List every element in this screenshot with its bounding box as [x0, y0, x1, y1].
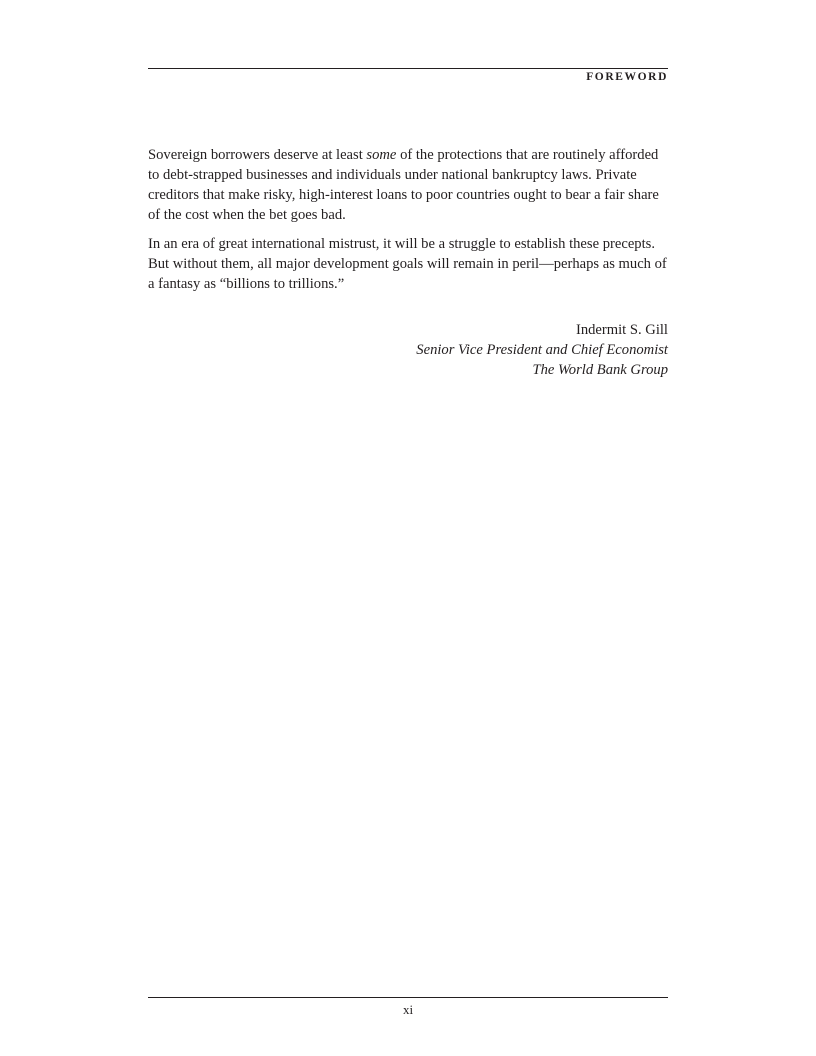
paragraph-1: [148, 145, 668, 225]
foreword-body: [148, 145, 668, 303]
paragraph-1-start: Sovereign borrowers deserve at least: [148, 147, 367, 163]
paragraph-1-end: of the protections that are routinely afforded to debt-strapped businesses and individuals under national bankruptcy laws. Private creditors that make risky, high-interest loans to poor countries ought to bear a fair share of the cost when the bet goes bad.: [148, 147, 659, 223]
paragraph-2: In an era of great international mistrust, it will be a struggle to establish these precepts. But without them, all major development goals will remain in peril—perhaps as much of a fantasy as “billions to trillions.”: [148, 236, 667, 292]
footer-rule: [148, 997, 668, 998]
signatory-name: Indermit S. Gill: [575, 322, 668, 338]
page-number: xi: [402, 1002, 414, 1017]
signatory-title: Senior Vice President and Chief Economist: [416, 342, 668, 358]
paragraph-1-emphasis: some: [366, 147, 397, 163]
signature-block: [416, 320, 668, 380]
signatory-organization: The World Bank Group: [532, 362, 668, 378]
running-head: FOREWORD: [586, 71, 668, 83]
header-rule: [148, 68, 668, 69]
